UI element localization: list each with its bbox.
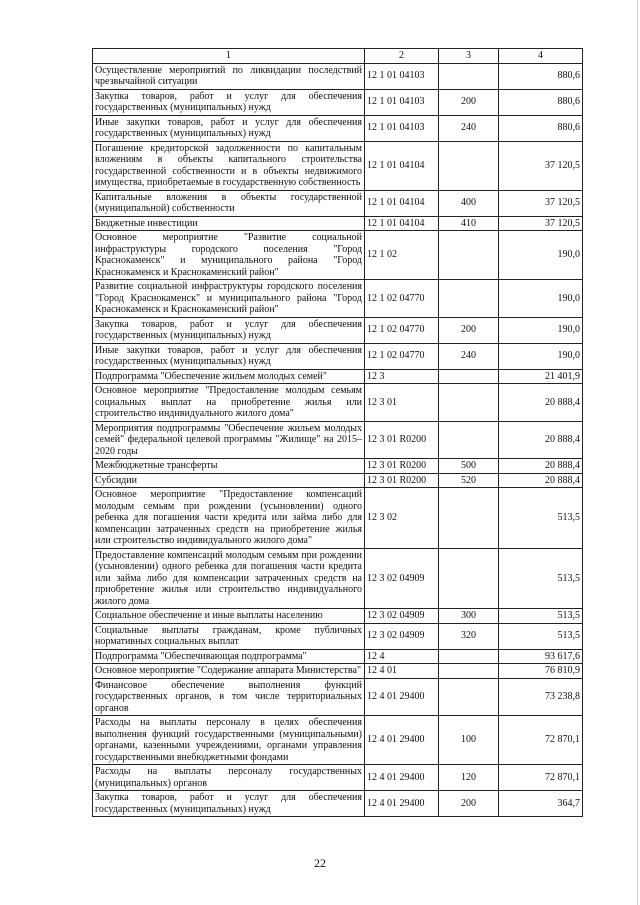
table-row (93, 649, 583, 664)
row-amount-cell: 190,0 (499, 343, 583, 369)
table-row (93, 678, 583, 716)
row-name-cell: Финансовое обеспечение выполнения функций государственных органов, в том числе территориальных органов (93, 678, 365, 716)
table-row (93, 280, 583, 318)
row-code-cell: 12 1 02 (365, 231, 439, 280)
row-amount-cell: 513,5 (499, 623, 583, 649)
table-row (93, 623, 583, 649)
row-code-cell: 12 4 01 (365, 664, 439, 679)
row-code-cell: 12 3 02 04909 (365, 609, 439, 624)
row-code-cell: 12 4 01 29400 (365, 716, 439, 765)
row-amount-cell: 37 120,5 (499, 190, 583, 216)
table-row (93, 190, 583, 216)
row-name-cell: Межбюджетные трансферты (93, 459, 365, 474)
table-row (93, 609, 583, 624)
row-amount-cell: 190,0 (499, 231, 583, 280)
row-code-cell: 12 1 01 04104 (365, 216, 439, 231)
page-edge-line (637, 0, 638, 905)
row-type-cell: 400 (439, 190, 499, 216)
row-name-cell: Подпрограмма "Обеспечение жильем молодых семей" (93, 369, 365, 384)
row-amount-cell: 880,6 (499, 115, 583, 141)
row-name-cell: Предоставление компенсаций молодым семьям при рождении (усыновлении) одного ребенка для погашения части кредита или займа либо для компенсации затраченных средств на приобретение жилья или строительство индивидуального жилого дома (93, 548, 365, 609)
row-type-cell (439, 369, 499, 384)
table-row (93, 317, 583, 343)
row-type-cell (439, 421, 499, 459)
row-type-cell (439, 488, 499, 549)
row-code-cell: 12 1 02 04770 (365, 343, 439, 369)
row-amount-cell: 190,0 (499, 280, 583, 318)
row-type-cell (439, 649, 499, 664)
row-code-cell: 12 4 01 29400 (365, 678, 439, 716)
table-row (93, 384, 583, 422)
table-row (93, 343, 583, 369)
row-amount-cell: 72 870,1 (499, 765, 583, 791)
row-amount-cell: 93 617,6 (499, 649, 583, 664)
row-code-cell: 12 3 02 (365, 488, 439, 549)
row-amount-cell: 880,6 (499, 89, 583, 115)
row-name-cell: Закупка товаров, работ и услуг для обеспечения государственных (муниципальных) нужд (93, 89, 365, 115)
page-number: 22 (314, 856, 326, 870)
row-amount-cell: 20 888,4 (499, 384, 583, 422)
row-type-cell (439, 384, 499, 422)
column-header-1: 1 (93, 49, 365, 64)
row-amount-cell: 20 888,4 (499, 421, 583, 459)
row-type-cell (439, 141, 499, 190)
row-name-cell: Закупка товаров, работ и услуг для обеспечения государственных (муниципальных) нужд (93, 317, 365, 343)
row-amount-cell: 190,0 (499, 317, 583, 343)
row-type-cell (439, 548, 499, 609)
row-type-cell (439, 280, 499, 318)
table-body (93, 63, 583, 817)
row-amount-cell: 72 870,1 (499, 716, 583, 765)
row-amount-cell: 20 888,4 (499, 459, 583, 474)
row-code-cell: 12 3 02 04909 (365, 548, 439, 609)
row-name-cell: Погашение кредиторской задолженности по капитальным вложениям в объекты капитального строительства государственной собственности и в объекты недвижимого имущества, приобретаемые в государственную собственность (93, 141, 365, 190)
column-header-4: 4 (499, 49, 583, 64)
row-type-cell: 410 (439, 216, 499, 231)
row-name-cell: Мероприятия подпрограммы "Обеспечение жильем молодых семей" федеральной целевой программы "Жилище" на 2015–2020 годы (93, 421, 365, 459)
table-row (93, 716, 583, 765)
row-code-cell: 12 3 02 04909 (365, 623, 439, 649)
row-code-cell: 12 1 01 04104 (365, 190, 439, 216)
row-type-cell (439, 63, 499, 89)
table-row (93, 63, 583, 89)
row-name-cell: Иные закупки товаров, работ и услуг для обеспечения государственных (муниципальных) нужд (93, 115, 365, 141)
table-row (93, 369, 583, 384)
row-amount-cell: 364,7 (499, 791, 583, 817)
row-type-cell: 120 (439, 765, 499, 791)
row-name-cell: Основное мероприятие "Предоставление компенсаций молодым семьям при рождении (усыновлении) одного ребенка для погашения части кредита или займа либо для компенсации затраченных средств на приобретение жилья или строительство индивидуального жилого дома" (93, 488, 365, 549)
row-type-cell: 240 (439, 115, 499, 141)
row-name-cell: Основное мероприятие "Содержание аппарата Министерства" (93, 664, 365, 679)
row-amount-cell: 37 120,5 (499, 216, 583, 231)
row-name-cell: Капитальные вложения в объекты государственной (муниципальной) собственности (93, 190, 365, 216)
row-type-cell: 320 (439, 623, 499, 649)
row-code-cell: 12 3 (365, 369, 439, 384)
row-type-cell: 200 (439, 791, 499, 817)
row-name-cell: Иные закупки товаров, работ и услуг для обеспечения государственных (муниципальных) нужд (93, 343, 365, 369)
table-row (93, 548, 583, 609)
row-name-cell: Основное мероприятие "Развитие социальной инфраструктуры городского поселения "Город Краснокаменск" и муниципального района "Город Краснокаменск и Краснокаменский район" (93, 231, 365, 280)
table-row (93, 231, 583, 280)
row-name-cell: Социальные выплаты гражданам, кроме публичных нормативных социальных выплат (93, 623, 365, 649)
row-amount-cell: 20 888,4 (499, 473, 583, 488)
row-amount-cell: 73 238,8 (499, 678, 583, 716)
table-row (93, 765, 583, 791)
row-name-cell: Закупка товаров, работ и услуг для обеспечения государственных (муниципальных) нужд (93, 791, 365, 817)
header-row (93, 49, 583, 64)
row-type-cell: 100 (439, 716, 499, 765)
row-type-cell: 240 (439, 343, 499, 369)
row-amount-cell: 513,5 (499, 548, 583, 609)
row-code-cell: 12 1 01 04103 (365, 115, 439, 141)
table-row (93, 473, 583, 488)
table-row (93, 664, 583, 679)
row-name-cell: Субсидии (93, 473, 365, 488)
column-header-2: 2 (365, 49, 439, 64)
row-type-cell (439, 231, 499, 280)
row-code-cell: 12 1 02 04770 (365, 317, 439, 343)
row-amount-cell: 513,5 (499, 488, 583, 549)
row-name-cell: Подпрограмма "Обеспечивающая подпрограмма" (93, 649, 365, 664)
row-code-cell: 12 4 01 29400 (365, 765, 439, 791)
budget-table (92, 48, 583, 817)
table-row (93, 141, 583, 190)
row-type-cell: 500 (439, 459, 499, 474)
row-type-cell (439, 664, 499, 679)
row-type-cell: 300 (439, 609, 499, 624)
row-code-cell: 12 4 01 29400 (365, 791, 439, 817)
row-name-cell: Расходы на выплаты персоналу в целях обеспечения выполнения функций государственными (муниципальными) органами, казенными учреждениями, органами управления государственными внебюджетными фондами (93, 716, 365, 765)
row-code-cell: 12 3 01 (365, 384, 439, 422)
row-name-cell: Основное мероприятие "Предоставление молодым семьям социальных выплат на приобретение жилья или строительство индивидуального жилого дома" (93, 384, 365, 422)
row-type-cell: 200 (439, 89, 499, 115)
row-code-cell: 12 1 01 04103 (365, 63, 439, 89)
row-name-cell: Развитие социальной инфраструктуры городского поселения "Город Краснокаменск" и муниципального района "Город Краснокаменск и Краснокаменский район" (93, 280, 365, 318)
table-row (93, 115, 583, 141)
column-header-3: 3 (439, 49, 499, 64)
row-code-cell: 12 1 01 04104 (365, 141, 439, 190)
row-amount-cell: 37 120,5 (499, 141, 583, 190)
row-amount-cell: 21 401,9 (499, 369, 583, 384)
row-type-cell: 520 (439, 473, 499, 488)
row-code-cell: 12 1 01 04103 (365, 89, 439, 115)
row-amount-cell: 880,6 (499, 63, 583, 89)
row-name-cell: Социальное обеспечение и иные выплаты населению (93, 609, 365, 624)
row-amount-cell: 513,5 (499, 609, 583, 624)
table-row (93, 459, 583, 474)
row-code-cell: 12 1 02 04770 (365, 280, 439, 318)
row-name-cell: Осуществление мероприятий по ликвидации последствий чрезвычайной ситуации (93, 63, 365, 89)
row-code-cell: 12 3 01 R0200 (365, 473, 439, 488)
row-code-cell: 12 3 01 R0200 (365, 421, 439, 459)
table-row (93, 89, 583, 115)
row-code-cell: 12 4 (365, 649, 439, 664)
table-row (93, 216, 583, 231)
row-type-cell: 200 (439, 317, 499, 343)
row-name-cell: Бюджетные инвестиции (93, 216, 365, 231)
table-row (93, 488, 583, 549)
table-row (93, 791, 583, 817)
row-type-cell (439, 678, 499, 716)
table-row (93, 421, 583, 459)
row-amount-cell: 76 810,9 (499, 664, 583, 679)
row-name-cell: Расходы на выплаты персоналу государственных (муниципальных) органов (93, 765, 365, 791)
row-code-cell: 12 3 01 R0200 (365, 459, 439, 474)
